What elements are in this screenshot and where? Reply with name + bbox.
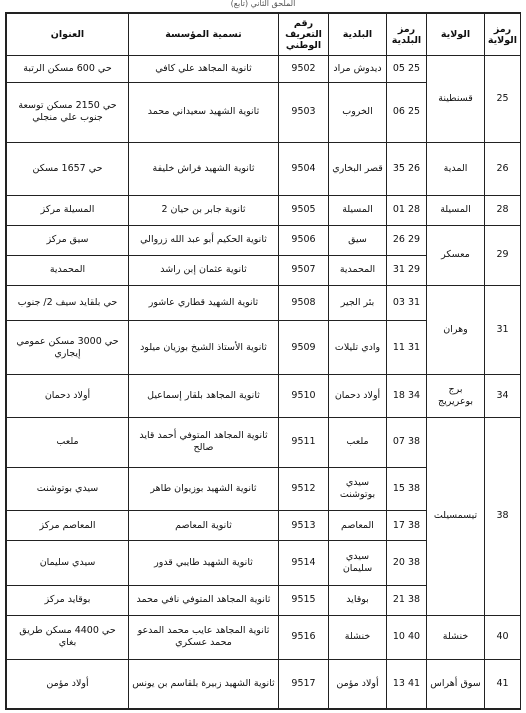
table-body	[7, 56, 521, 709]
cell-commune-code: 34 18	[387, 374, 427, 417]
cell-national-id: 9515	[279, 585, 329, 615]
cell-address: المعاصم مركز	[7, 511, 129, 541]
cell-school-name: ثانوية الشهيد بوزيوان طاهر	[129, 467, 279, 510]
cell-commune: بئر الجير	[329, 285, 387, 321]
table-row	[7, 195, 521, 225]
cell-school-name: ثانوية الشهيد سعيداني محمد	[129, 82, 279, 142]
cell-school-name: ثانوية المجاهد المتوفي نافي محمد	[129, 585, 279, 615]
cell-school-name: ثانوية جابر بن حيان 2	[129, 195, 279, 225]
cell-national-id: 9504	[279, 142, 329, 195]
cell-address: أولاد مؤمن	[7, 660, 129, 709]
cell-commune: سيدي بوتوشنت	[329, 467, 387, 510]
cell-wilaya-code: 34	[485, 374, 521, 417]
cell-school-name: ثانوية المجاهد بلقار إسماعيل	[129, 374, 279, 417]
cell-wilaya: المدية	[427, 142, 485, 195]
table-row	[7, 660, 521, 709]
header-commune: البلدية	[329, 14, 387, 56]
cell-address: حي 600 مسكن الرتبة	[7, 56, 129, 83]
cell-national-id: 9502	[279, 56, 329, 83]
cell-commune: خنشلة	[329, 615, 387, 659]
cell-school-name: ثانوية الشهيد قطاري عاشور	[129, 285, 279, 321]
cell-address: حي 4400 مسكن طريق بغاي	[7, 615, 129, 659]
cell-commune-code: 38 20	[387, 541, 427, 585]
header-commune-code: رمز البلدية	[387, 14, 427, 56]
header-address: العنوان	[7, 14, 129, 56]
cell-address: ملعب	[7, 417, 129, 467]
header-school-name: تسمية المؤسسة	[129, 14, 279, 56]
cell-address: سيدي سليمان	[7, 541, 129, 585]
cell-commune-code: 25 05	[387, 56, 427, 83]
cell-address: المحمدية	[7, 255, 129, 285]
header-national-id: رقم التعريف الوطني	[279, 14, 329, 56]
cell-wilaya-code: 25	[485, 56, 521, 143]
cell-wilaya-code: 29	[485, 225, 521, 285]
cell-address: حي 3000 مسكن عمومي إيجاري	[7, 321, 129, 374]
cell-commune: المحمدية	[329, 255, 387, 285]
cell-school-name: ثانوية الحكيم أبو عبد الله زروالي	[129, 225, 279, 255]
cell-wilaya: برج بوعريريج	[427, 374, 485, 417]
cell-commune-code: 26 35	[387, 142, 427, 195]
cell-commune-code: 38 21	[387, 585, 427, 615]
cell-address: حي بلقايد سيف 2/ جنوب	[7, 285, 129, 321]
cell-commune-code: 29 26	[387, 225, 427, 255]
cell-national-id: 9513	[279, 511, 329, 541]
cell-commune: سيق	[329, 225, 387, 255]
cell-commune: قصر البخاري	[329, 142, 387, 195]
cell-commune-code: 38 15	[387, 467, 427, 510]
cell-wilaya-code: 28	[485, 195, 521, 225]
cell-commune-code: 31 03	[387, 285, 427, 321]
cell-commune: الخروب	[329, 82, 387, 142]
cell-national-id: 9505	[279, 195, 329, 225]
cell-national-id: 9517	[279, 660, 329, 709]
cell-school-name: ثانوية الأستاذ الشيخ بوزيان ميلود	[129, 321, 279, 374]
cell-national-id: 9509	[279, 321, 329, 374]
page-header: ﺍﻟﻤﻠﺤﻖ ﺍﻟﺜﺎﻧﻲ (ﺗﺎﺑﻊ)	[230, 0, 296, 8]
cell-commune: وادي تليلات	[329, 321, 387, 374]
cell-school-name: ثانوية الشهيد طايبي قدور	[129, 541, 279, 585]
header-row	[7, 14, 521, 56]
cell-national-id: 9506	[279, 225, 329, 255]
cell-national-id: 9512	[279, 467, 329, 510]
cell-school-name: ثانوية المعاصم	[129, 511, 279, 541]
cell-national-id: 9516	[279, 615, 329, 659]
cell-school-name: ثانوية المجاهد علي كافي	[129, 56, 279, 83]
table-row	[7, 285, 521, 321]
cell-commune-code: 28 01	[387, 195, 427, 225]
cell-commune-code: 38 17	[387, 511, 427, 541]
cell-commune-code: 31 11	[387, 321, 427, 374]
cell-commune: بوقايد	[329, 585, 387, 615]
schools-table	[6, 13, 521, 709]
cell-national-id: 9508	[279, 285, 329, 321]
cell-school-name: ثانوية الشهيد زبيرة بلقاسم بن يونس	[129, 660, 279, 709]
cell-national-id: 9511	[279, 417, 329, 467]
cell-commune-code: 38 07	[387, 417, 427, 467]
cell-wilaya: المسيلة	[427, 195, 485, 225]
cell-commune-code: 40 10	[387, 615, 427, 659]
cell-commune: ملعب	[329, 417, 387, 467]
cell-wilaya-code: 40	[485, 615, 521, 659]
cell-commune: أولاد دحمان	[329, 374, 387, 417]
cell-national-id: 9503	[279, 82, 329, 142]
cell-national-id: 9510	[279, 374, 329, 417]
cell-wilaya-code: 26	[485, 142, 521, 195]
cell-school-name: ثانوية المجاهد المتوفي أحمد قايد صالح	[129, 417, 279, 467]
table-row	[7, 417, 521, 467]
table-row	[7, 56, 521, 83]
cell-school-name: ثانوية المجاهد عايب محمد المدعو محمد عسكري	[129, 615, 279, 659]
cell-wilaya: تيسمسيلت	[427, 417, 485, 615]
cell-commune: المعاصم	[329, 511, 387, 541]
cell-national-id: 9507	[279, 255, 329, 285]
cell-commune-code: 41 13	[387, 660, 427, 709]
cell-wilaya: وهران	[427, 285, 485, 374]
cell-address: سيدي بوتوشنت	[7, 467, 129, 510]
cell-wilaya: قسنطينة	[427, 56, 485, 143]
cell-wilaya: خنشلة	[427, 615, 485, 659]
cell-commune-code: 25 06	[387, 82, 427, 142]
cell-wilaya-code: 41	[485, 660, 521, 709]
cell-address: حي 2150 مسكن توسعة جنوب علي منجلي	[7, 82, 129, 142]
cell-school-name: ثانوية الشهيد فراش خليفة	[129, 142, 279, 195]
cell-wilaya-code: 31	[485, 285, 521, 374]
cell-address: المسيلة مركز	[7, 195, 129, 225]
cell-address: أولاد دحمان	[7, 374, 129, 417]
cell-commune: أولاد مؤمن	[329, 660, 387, 709]
table-row	[7, 225, 521, 255]
table-row	[7, 615, 521, 659]
cell-wilaya: سوق أهراس	[427, 660, 485, 709]
cell-wilaya-code: 38	[485, 417, 521, 615]
table-row	[7, 142, 521, 195]
cell-commune-code: 29 31	[387, 255, 427, 285]
table-row	[7, 374, 521, 417]
cell-national-id: 9514	[279, 541, 329, 585]
cell-address: بوقايد مركز	[7, 585, 129, 615]
cell-commune: ديدوش مراد	[329, 56, 387, 83]
cell-commune: سيدي سليمان	[329, 541, 387, 585]
cell-address: سيق مركز	[7, 225, 129, 255]
header-wilaya: الولاية	[427, 14, 485, 56]
cell-commune: المسيلة	[329, 195, 387, 225]
cell-school-name: ثانوية عثمان إبن راشد	[129, 255, 279, 285]
cell-address: حي 1657 مسكن	[7, 142, 129, 195]
header-wilaya-code: رمز الولاية	[485, 14, 521, 56]
cell-wilaya: معسكر	[427, 225, 485, 285]
